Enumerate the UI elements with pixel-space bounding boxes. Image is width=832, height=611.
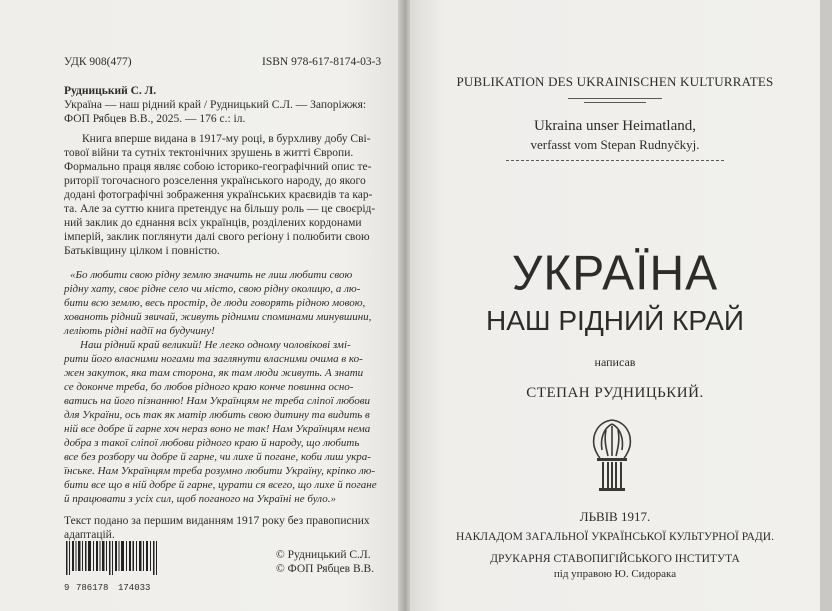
subtitle: НАШ РІДНИЙ КРАЙ	[486, 305, 744, 336]
quote-line: й працювати з усіх сил, щоб поганого на Україні не було.»	[64, 493, 336, 505]
printer: ДРУКАРНЯ СТАВОПИГІЙСЬКОГО ІНСТИТУТА	[490, 553, 740, 565]
quote-line: жен закуток, яка там сторона, як там люди живуть. А знати	[64, 367, 364, 379]
main-title: УКРАЇНА	[511, 246, 719, 301]
publisher-1917: НАКЛАДОМ ЗАГАЛЬНОЇ УКРАЇНСЬКОЇ КУЛЬТУРНОЇ РАДИ.	[456, 531, 774, 543]
annotation-line: Батьківщину цілком і повністю.	[64, 245, 220, 257]
barcode-digits: 786178	[76, 583, 109, 593]
annotation-line: та. Але за суттю книга претендує на більшу роль — це своєрід-	[64, 203, 376, 215]
ornament-icon	[588, 416, 636, 496]
author-name: СТЕПАН РУДНИЦЬКИЙ.	[526, 385, 704, 401]
publisher-line: PUBLIKATION DES UKRAINISCHEN KULTURRATES	[456, 74, 774, 89]
udc-code: УДК 908(477)	[64, 56, 132, 68]
page-edge	[820, 0, 832, 611]
quote-line: для України, ось так як матір любить свою дитину та видить в	[64, 409, 370, 421]
quote-line: хованоть рідний звичай, живуть рідними споминами минувшини,	[64, 311, 372, 323]
barcode-digits: 174033	[118, 583, 151, 593]
german-author: verfasst vom Stepan Rudnyčkyj.	[530, 137, 700, 152]
quote-line: ній все добре й гарне хоч нераз воно не так! Нам Українцям нема	[64, 423, 371, 435]
quote-line: Наш рідний край великий! Не легко одному чоловікові змі-	[80, 339, 351, 351]
quote-line: леліють рідні надії на будучину!	[64, 325, 215, 337]
annotation-line: Книга вперше видана в 1917-му році, в бурхливу добу Сві-	[82, 133, 371, 145]
right-page	[410, 0, 820, 611]
annotation-line: додані фотографічні зображення українських краєвидів та кар-	[64, 189, 373, 201]
quote-line: добра з такої сліпої любови рідного краю й народу, що любить	[64, 437, 360, 449]
divider	[584, 102, 646, 103]
barcode	[66, 541, 158, 583]
german-title: Ukraina unser Heimatland,	[533, 118, 697, 134]
left-page	[0, 0, 404, 611]
annotation-line: риторії тогочасного розселення українського народу, до якого	[64, 175, 366, 187]
barcode-bars-icon	[66, 541, 158, 575]
edition-note-line: адаптацій.	[64, 529, 115, 541]
quote-line: «Бо любити свою рідну землю значить не лиш любити свою	[70, 269, 353, 281]
barcode-digit: 9	[64, 583, 70, 593]
printer-manager: під управою Ю. Сидорака	[553, 568, 677, 580]
city-year: ЛЬВІВ 1917.	[579, 509, 651, 524]
quote-line: рити його власними ногами та заглянути власними очима в ко-	[64, 353, 363, 365]
quote-line: все без розбору чи добре й гарне, чи лихе й погане, коби лиш укра-	[64, 451, 371, 463]
quote-line: їнське. Нам Українцям треба розумно любити Україну, кріпко лю-	[64, 465, 376, 477]
author-heading: Рудницький С. Л.	[64, 85, 157, 97]
copyright-line: © ФОП Рябцев В.В.	[276, 563, 375, 575]
divider	[568, 98, 662, 99]
annotation-line: тової війни та сутніх тектонічних зрушень в житті Європи.	[64, 147, 354, 159]
dotted-divider	[506, 160, 724, 161]
annotation-line: ний заклик до єднання всіх українців, розділених кордонами	[64, 217, 362, 229]
annotation-line: Формально праця являє собою історико-географічний опис те-	[64, 161, 372, 173]
quote-line: ватись на його пізнанню! Нам Українцям не треба сліпої любови	[64, 395, 370, 407]
wrote-label: написав	[594, 355, 636, 369]
edition-note-line: Текст подано за першим виданням 1917 року без правописних	[64, 515, 370, 527]
quote-line: бити все що в ній добре й гарне, цурати ся всего, що лихе й погане	[64, 479, 377, 491]
isbn: ISBN 978-617-8174-03-3	[262, 56, 382, 68]
quote-line: бити всю землю, весь простір, де люди говорять рідною мовою,	[64, 297, 366, 309]
quote-line: рідну хату, своє рідне село чи місто, свою рідну околицю, а лю-	[64, 283, 361, 295]
biblio-line: Україна — наш рідний край / Рудницький С.Л. — Запоріжжя:	[64, 99, 367, 111]
copyright-line: © Рудницький С.Л.	[276, 549, 371, 561]
annotation-line: імперій, заклик поглянути далі свого регіону і полюбити свою	[64, 231, 370, 243]
quote-line: се доконче треба, бо любов рідного краю конче повинна осно-	[64, 381, 354, 393]
biblio-line: ФОП Рябцев В.В., 2025. — 176 с.: іл.	[64, 113, 246, 125]
